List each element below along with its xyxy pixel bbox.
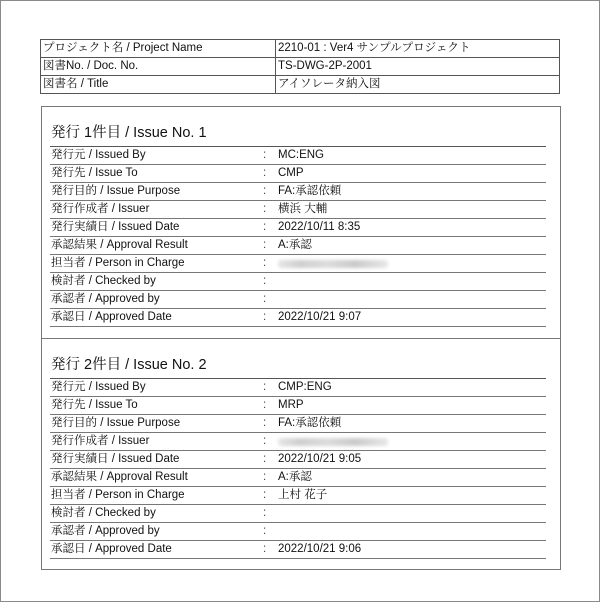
colon: :: [263, 257, 267, 269]
row-checked-by: [50, 505, 546, 523]
row-issue-to: [50, 397, 546, 415]
colon: :: [263, 203, 267, 215]
table-row-doc-no: [41, 58, 560, 76]
document-info-table: [40, 39, 560, 94]
row-label: 発行目的 / Issue Purpose: [51, 417, 181, 429]
colon: :: [263, 489, 267, 501]
table-row-title: [41, 76, 560, 94]
colon: :: [263, 239, 267, 251]
row-issuer: [50, 201, 546, 219]
row-label: 検討者 / Checked by: [51, 507, 156, 519]
row-issue-purpose: [50, 415, 546, 433]
row-label: 承認日 / Approved Date: [51, 311, 172, 323]
row-issue-purpose: [50, 183, 546, 201]
colon: :: [263, 167, 267, 179]
row-value: 2022/10/11 8:35: [278, 221, 361, 233]
table-row-project-name: [41, 40, 560, 58]
row-label: 承認者 / Approved by: [51, 525, 160, 537]
row-value: CMP: [278, 167, 304, 179]
doc-no-value: TS-DWG-2P-2001: [276, 58, 560, 76]
row-label: 発行元 / Issued By: [51, 381, 146, 393]
row-approved-date: [50, 541, 546, 559]
row-label: 発行先 / Issue To: [51, 399, 138, 411]
row-label: 発行作成者 / Issuer: [51, 203, 150, 215]
colon: :: [263, 525, 267, 537]
row-label: 発行作成者 / Issuer: [51, 435, 150, 447]
row-value-redacted: [278, 433, 388, 452]
row-label: 発行目的 / Issue Purpose: [51, 185, 181, 197]
issue-title: 発行 1件目 / Issue No. 1: [51, 125, 207, 141]
row-issuer: [50, 433, 546, 451]
project-name-label: プロジェクト名 / Project Name: [41, 40, 276, 58]
issue-rows: [50, 146, 546, 327]
issue-section-2: [41, 338, 561, 570]
issue-rows: [50, 378, 546, 559]
title-label: 図書名 / Title: [41, 76, 276, 94]
issue-title: 発行 2件目 / Issue No. 2: [51, 357, 207, 373]
blurred-redaction: [278, 260, 388, 268]
row-label: 担当者 / Person in Charge: [51, 257, 185, 269]
row-value-redacted: [278, 255, 388, 274]
row-value: 2022/10/21 9:06: [278, 543, 362, 555]
row-value: 横浜 大輔: [278, 203, 328, 215]
row-approval-result: [50, 237, 546, 255]
row-checked-by: [50, 273, 546, 291]
colon: :: [263, 417, 267, 429]
colon: :: [263, 399, 267, 411]
row-value: FA:承認依頼: [278, 185, 342, 197]
row-person-in-charge: [50, 255, 546, 273]
colon: :: [263, 221, 267, 233]
row-label: 発行先 / Issue To: [51, 167, 138, 179]
row-value: A:承認: [278, 471, 312, 483]
row-value: MC:ENG: [278, 149, 324, 161]
colon: :: [263, 275, 267, 287]
row-approval-result: [50, 469, 546, 487]
colon: :: [263, 293, 267, 305]
row-person-in-charge: [50, 487, 546, 505]
row-issued-by: [50, 147, 546, 165]
row-issued-date: [50, 451, 546, 469]
row-value: FA:承認依頼: [278, 417, 342, 429]
row-issue-to: [50, 165, 546, 183]
colon: :: [263, 435, 267, 447]
row-value: CMP:ENG: [278, 381, 332, 393]
colon: :: [263, 185, 267, 197]
row-value: 2022/10/21 9:05: [278, 453, 362, 465]
row-label: 承認結果 / Approval Result: [51, 239, 188, 251]
row-approved-by: [50, 291, 546, 309]
issue-section-1: [41, 106, 561, 339]
colon: :: [263, 381, 267, 393]
row-label: 担当者 / Person in Charge: [51, 489, 185, 501]
row-value: 上村 花子: [278, 489, 328, 501]
row-label: 検討者 / Checked by: [51, 275, 156, 287]
row-approved-by: [50, 523, 546, 541]
row-label: 発行元 / Issued By: [51, 149, 146, 161]
colon: :: [263, 507, 267, 519]
row-value: MRP: [278, 399, 304, 411]
blurred-redaction: [278, 438, 388, 446]
row-issued-date: [50, 219, 546, 237]
row-value: 2022/10/21 9:07: [278, 311, 362, 323]
colon: :: [263, 149, 267, 161]
colon: :: [263, 471, 267, 483]
colon: :: [263, 543, 267, 555]
project-name-value: 2210-01 : Ver4 サンプルプロジェクト: [276, 40, 560, 58]
row-label: 承認結果 / Approval Result: [51, 471, 188, 483]
row-issued-by: [50, 379, 546, 397]
row-approved-date: [50, 309, 546, 327]
row-label: 承認者 / Approved by: [51, 293, 160, 305]
colon: :: [263, 311, 267, 323]
row-label: 発行実績日 / Issued Date: [51, 221, 180, 233]
colon: :: [263, 453, 267, 465]
row-label: 発行実績日 / Issued Date: [51, 453, 180, 465]
row-label: 承認日 / Approved Date: [51, 543, 172, 555]
title-value: アイソレータ納入図: [276, 76, 560, 94]
doc-no-label: 図書No. / Doc. No.: [41, 58, 276, 76]
row-value: A:承認: [278, 239, 312, 251]
